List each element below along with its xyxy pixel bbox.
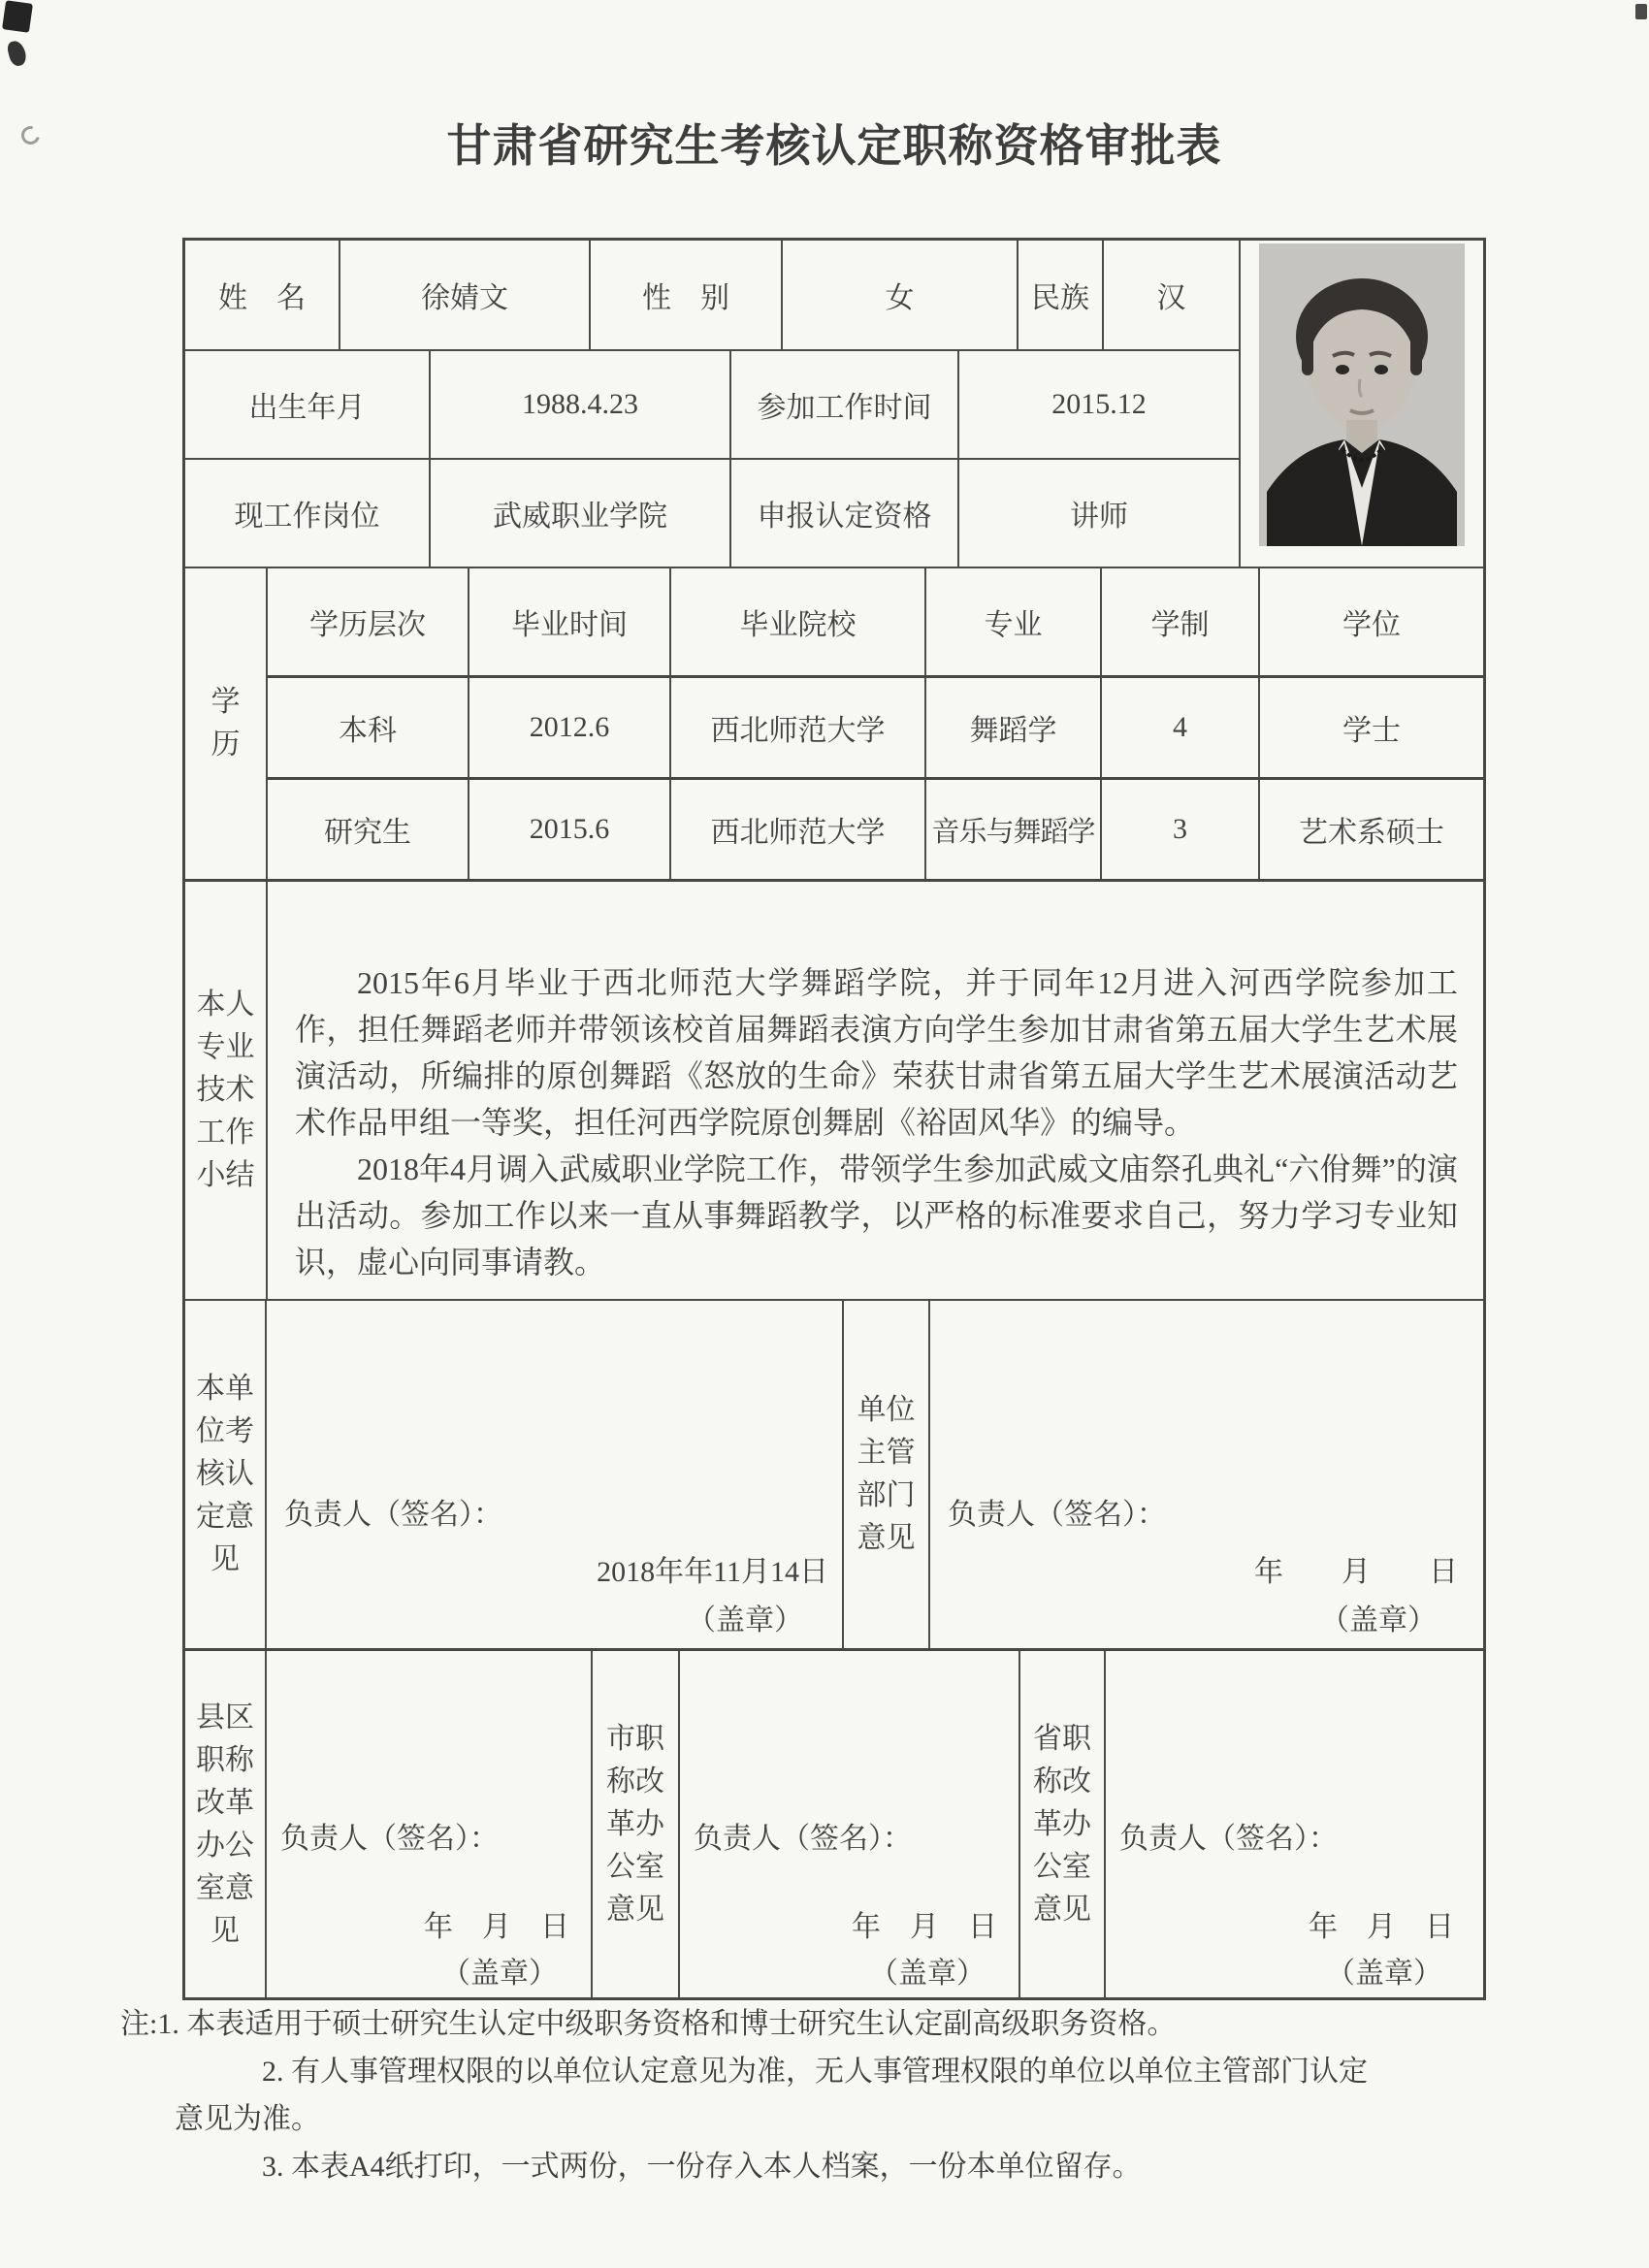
work-summary-section (185, 879, 1483, 1299)
note-line-3: 意见为准。 (175, 2103, 320, 2135)
unit-opinion-cell (267, 1301, 844, 1648)
edu-row1-gradtime: 2012.6 (469, 675, 671, 777)
summary-side-label (185, 882, 268, 1299)
dept-opinion-label (844, 1301, 930, 1648)
birth-value: 1988.4.23 (431, 351, 731, 458)
unit-signer-line: 负责人（签名）： (284, 1499, 502, 1531)
page-title: 甘肃省研究生考核认定职称资格审批表 (446, 121, 1222, 171)
position-label: 现工作岗位 (185, 460, 431, 567)
edu-row2-duration: 3 (1102, 777, 1260, 879)
opinion-section-offices (185, 1648, 1483, 1997)
summary-paragraph-2: 2018年4月调入武威职业学院工作，带领学生参加武威文庙祭孔典礼“六佾舞”的演出活动。参加工作以来一直从事舞蹈教学，以严格的标准要求自己，努力学习专业知识，虚心向同事请教。 (295, 1151, 1458, 1280)
gender-value: 女 (783, 241, 1018, 349)
county-office-label (185, 1651, 267, 1997)
city-office-label (593, 1651, 680, 1997)
workstart-value: 2015.12 (959, 351, 1241, 458)
edu-row1-duration: 4 (1102, 675, 1260, 777)
education-section (185, 567, 1483, 879)
edu-row1-level: 本科 (268, 675, 469, 777)
city-office-cell (680, 1651, 1020, 1997)
education-side-label (185, 568, 268, 879)
row-position-apply (185, 458, 1241, 567)
province-seal-line: （盖章） (1326, 1958, 1442, 1990)
ethnic-label: 民族 (1018, 241, 1104, 349)
unit-date-line: 2018年年11月14日 (597, 1556, 828, 1588)
scan-mark (6, 39, 28, 67)
dept-signer-line: 负责人（签名）： (948, 1499, 1166, 1531)
birth-label: 出生年月 (185, 351, 431, 458)
edu-row2-major: 音乐与舞蹈学 (926, 777, 1102, 879)
edu-header-level: 学历层次 (268, 568, 469, 675)
dept-date-line: 年 月 日 (1254, 1556, 1458, 1588)
apply-value: 讲师 (959, 460, 1241, 567)
dept-opinion-text: 单位主管部门意见 (857, 1394, 916, 1554)
unit-opinion-label (185, 1301, 267, 1648)
unit-seal-line: （盖章） (687, 1604, 803, 1636)
edu-row2-school: 西北师范大学 (671, 777, 926, 879)
edu-header-school: 毕业院校 (671, 568, 926, 675)
city-signer-line: 负责人（签名）： (694, 1823, 912, 1855)
name-label: 姓 名 (185, 241, 340, 349)
edu-header-gradtime: 毕业时间 (469, 568, 671, 675)
summary-paragraph-1: 2015年6月毕业于西北师范大学舞蹈学院，并于同年12月进入河西学院参加工作，担任舞蹈老师并带领该校首届舞蹈表演方向学生参加甘肃省第五届大学生艺术展演活动，所编排的原创舞蹈《怒放的生命》荣获甘肃省第五届大学生艺术展演活动艺术作品甲组一等奖，担任河西学院原创舞剧《裕固风华》的编导。 (295, 965, 1458, 1140)
province-office-cell (1106, 1651, 1483, 1997)
workstart-label: 参加工作时间 (731, 351, 959, 458)
portrait-photo (1259, 243, 1465, 546)
county-seal-line: （盖章） (441, 1958, 558, 1990)
row-birth-workstart (185, 349, 1241, 458)
province-office-label (1020, 1651, 1106, 1997)
ethnic-value: 汉 (1104, 241, 1241, 349)
county-office-cell (267, 1651, 593, 1997)
basic-info-section (185, 241, 1483, 567)
scan-mark (2, 0, 33, 33)
edu-header-duration: 学制 (1102, 568, 1260, 675)
dept-seal-line: （盖章） (1320, 1604, 1437, 1636)
name-value: 徐婧文 (340, 241, 591, 349)
city-seal-line: （盖章） (869, 1958, 986, 1990)
province-office-text: 省职称改革办公室意见 (1033, 1722, 1091, 1926)
apply-label: 申报认定资格 (731, 460, 959, 567)
edu-row2-gradtime: 2015.6 (469, 777, 671, 879)
scan-mark (18, 123, 44, 148)
footer-notes (120, 2000, 1546, 2190)
edu-row2-level: 研究生 (268, 777, 469, 879)
county-office-text: 县区职称改革办公室意见 (196, 1701, 254, 1947)
city-office-text: 市职称改革办公室意见 (606, 1722, 664, 1926)
province-date-line: 年 月 日 (1309, 1911, 1454, 1943)
photo-cell (1241, 241, 1483, 567)
county-date-line: 年 月 日 (424, 1911, 569, 1943)
county-signer-line: 负责人（签名）： (280, 1823, 499, 1855)
note-line-1: 注:1. 本表适用于硕士研究生认定中级职务资格和博士研究生认定副高级职务资格。 (120, 2008, 1177, 2040)
edu-row1-major: 舞蹈学 (926, 675, 1102, 777)
edu-row1-degree: 学士 (1260, 675, 1483, 777)
scan-mark (1635, 4, 1647, 19)
edu-row2-degree: 艺术系硕士 (1260, 777, 1483, 879)
note-line-4: 3. 本表A4纸打印，一式两份，一份存入本人档案，一份本单位留存。 (262, 2151, 1142, 2183)
edu-header-degree: 学位 (1342, 609, 1401, 641)
education-side-text: 学历 (210, 686, 241, 761)
note-line-2: 2. 有人事管理权限的以单位认定意见为准，无人事管理权限的单位以单位主管部门认定 (262, 2056, 1368, 2088)
summary-text (268, 882, 1483, 1299)
gender-label: 性 别 (591, 241, 783, 349)
row-name-gender-ethnic (185, 241, 1241, 349)
province-signer-line: 负责人（签名）： (1119, 1823, 1338, 1855)
approval-form-table (182, 238, 1486, 2000)
summary-side-text: 本人专业技术工作小结 (196, 988, 255, 1191)
edu-header-major: 专业 (926, 568, 1102, 675)
unit-opinion-text: 本单位考核认定意见 (196, 1373, 254, 1575)
edu-row1-school: 西北师范大学 (671, 675, 926, 777)
city-date-line: 年 月 日 (852, 1911, 997, 1943)
opinion-section-unit-dept (185, 1299, 1483, 1648)
dept-opinion-cell (930, 1301, 1483, 1648)
position-value: 武威职业学院 (431, 460, 731, 567)
